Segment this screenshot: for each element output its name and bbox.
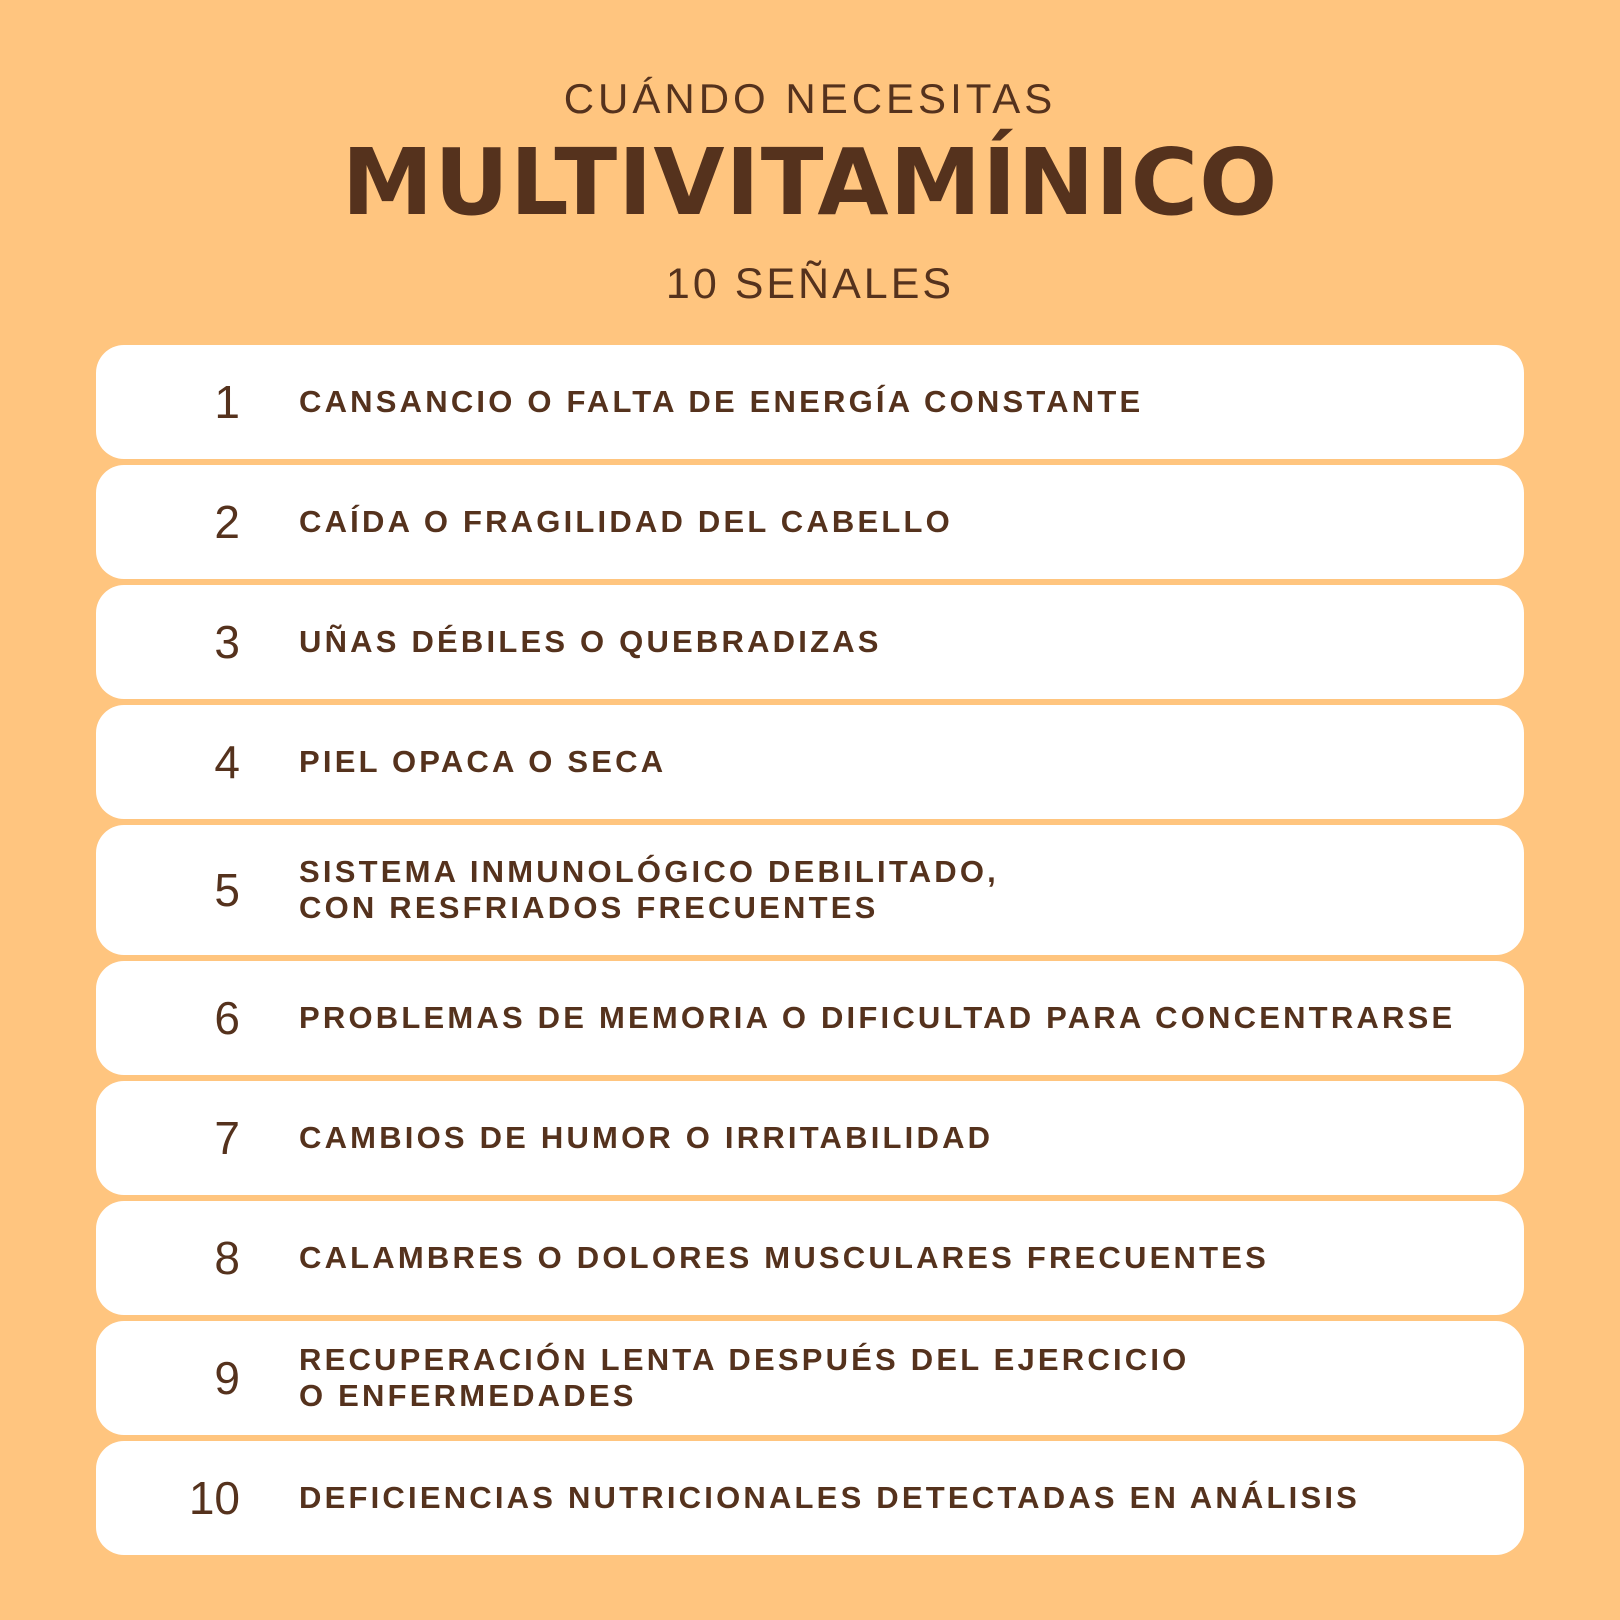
item-text-line: PROBLEMAS DE MEMORIA O DIFICULTAD PARA CONCENTRARSE <box>299 1000 1456 1035</box>
item-text-line: SISTEMA INMUNOLÓGICO DEBILITADO, <box>299 854 999 889</box>
list-item <box>96 825 1524 955</box>
item-text-line: CAÍDA O FRAGILIDAD DEL CABELLO <box>299 504 953 539</box>
item-text-line: CAMBIOS DE HUMOR O IRRITABILIDAD <box>299 1120 994 1155</box>
item-number: 10 <box>188 1472 240 1524</box>
item-number: 7 <box>214 1112 240 1164</box>
list-item <box>96 1441 1524 1555</box>
list-item <box>96 705 1524 819</box>
item-text <box>299 1342 1189 1414</box>
item-number: 3 <box>214 616 240 668</box>
item-text-line: UÑAS DÉBILES O QUEBRADIZAS <box>299 624 882 659</box>
item-number: 1 <box>214 376 240 428</box>
item-text-line: DEFICIENCIAS NUTRICIONALES DETECTADAS EN ANÁLISIS <box>299 1480 1361 1515</box>
item-text <box>299 1120 993 1156</box>
item-text <box>299 1240 1269 1276</box>
item-text-line: PIEL OPACA O SECA <box>299 744 667 779</box>
list-item <box>96 1081 1524 1195</box>
item-text-line: CALAMBRES O DOLORES MUSCULARES FRECUENTES <box>299 1240 1269 1275</box>
list-item <box>96 1201 1524 1315</box>
list-item <box>96 961 1524 1075</box>
list-item <box>96 1321 1524 1435</box>
item-text <box>299 854 999 926</box>
list-item <box>96 585 1524 699</box>
item-text <box>299 1000 1455 1036</box>
item-text <box>299 624 882 660</box>
item-text-line: CON RESFRIADOS FRECUENTES <box>299 890 879 925</box>
signs-list <box>96 345 1524 1561</box>
item-text-line: O ENFERMEDADES <box>299 1378 637 1413</box>
item-text <box>299 384 1143 420</box>
item-text <box>299 744 666 780</box>
item-text-line: RECUPERACIÓN LENTA DESPUÉS DEL EJERCICIO <box>299 1342 1190 1377</box>
item-text-line: CANSANCIO O FALTA DE ENERGÍA CONSTANTE <box>299 384 1144 419</box>
subtitle: 10 SEÑALES <box>665 260 955 308</box>
list-item <box>96 465 1524 579</box>
kicker-text: CUÁNDO NECESITAS <box>563 75 1057 122</box>
list-item <box>96 345 1524 459</box>
item-number: 5 <box>214 864 240 916</box>
item-text <box>299 504 953 540</box>
item-number: 6 <box>214 992 240 1044</box>
item-number: 8 <box>214 1232 240 1284</box>
page-title: MULTIVITAMÍNICO <box>341 129 1279 236</box>
item-number: 9 <box>214 1352 240 1404</box>
item-number: 2 <box>214 496 240 548</box>
item-number: 4 <box>214 736 240 788</box>
item-text <box>299 1480 1360 1516</box>
